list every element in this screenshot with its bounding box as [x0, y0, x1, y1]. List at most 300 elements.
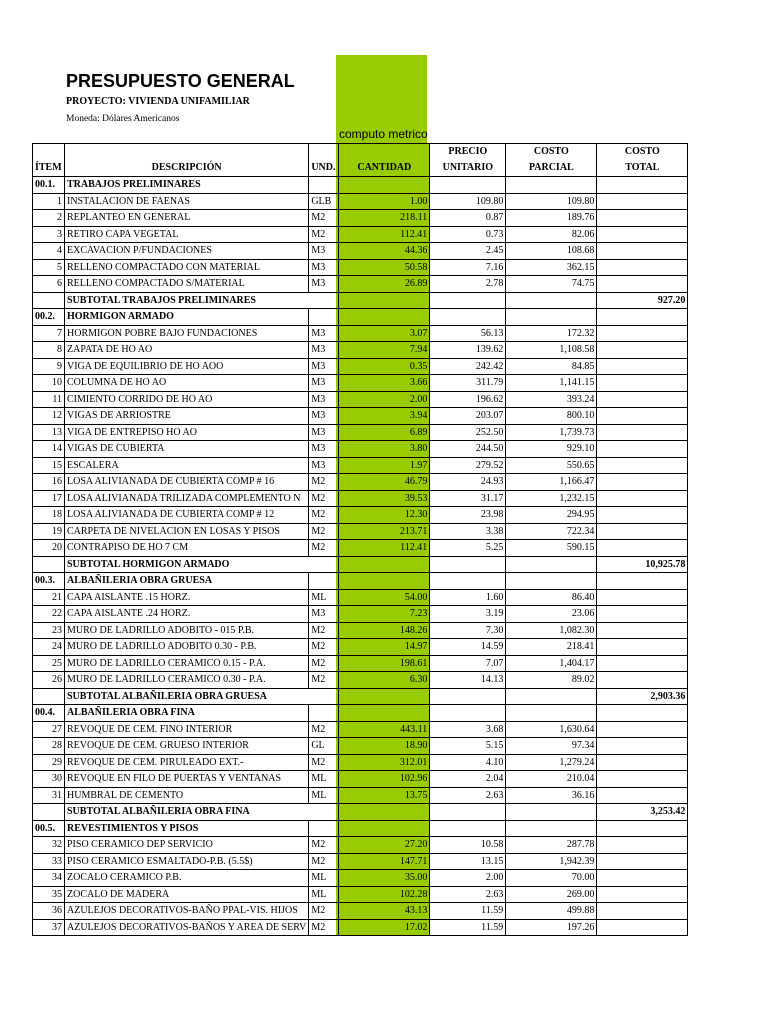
item-quantity: 102.28: [339, 886, 430, 903]
item-unit: ML: [309, 589, 339, 606]
quantity-cell: [339, 573, 430, 590]
item-description: AZULEJOS DECORATIVOS-BAÑO PPAL-VIS. HIJOS: [65, 903, 309, 920]
document-title: PRESUPUESTO GENERAL: [66, 71, 295, 91]
item-unit-price: 3.38: [430, 523, 506, 540]
table-row: [33, 870, 688, 887]
item-number: [33, 688, 65, 705]
item-unit: GLB: [309, 193, 339, 210]
item-unit-price: 311.79: [430, 375, 506, 392]
item-unit-price: 2.63: [430, 787, 506, 804]
item-unit: ML: [309, 870, 339, 887]
item-partial-cost: 189.76: [506, 210, 597, 227]
item-partial-cost: 1,739.73: [506, 424, 597, 441]
total-cost-cell: [597, 919, 688, 936]
item-partial-cost: 1,108.58: [506, 342, 597, 359]
table-row: [33, 754, 688, 771]
item-number: 14: [33, 441, 65, 458]
item-number: 1: [33, 193, 65, 210]
item-partial-cost: 218.41: [506, 639, 597, 656]
table-row: [33, 589, 688, 606]
item-unit: M2: [309, 540, 339, 557]
item-unit: M3: [309, 375, 339, 392]
item-unit-price: 2.63: [430, 886, 506, 903]
item-unit: M2: [309, 754, 339, 771]
item-description: REVOQUE EN FILO DE PUERTAS Y VENTANAS: [65, 771, 309, 788]
item-number: 34: [33, 870, 65, 887]
item-number: 2: [33, 210, 65, 227]
item-partial-cost: 84.85: [506, 358, 597, 375]
item-unit: M3: [309, 358, 339, 375]
item-partial-cost: 74.75: [506, 276, 597, 293]
item-unit: M2: [309, 655, 339, 672]
item-number: 21: [33, 589, 65, 606]
table-row: [33, 721, 688, 738]
table-row: [33, 672, 688, 689]
item-partial-cost: 1,404.17: [506, 655, 597, 672]
item-quantity: 14.97: [339, 639, 430, 656]
total-cost-cell: [597, 771, 688, 788]
item-number: 28: [33, 738, 65, 755]
partial-cost-cell: [506, 573, 597, 590]
item-number: 8: [33, 342, 65, 359]
item-unit-price: 24.93: [430, 474, 506, 491]
header-quantity: CANTIDAD: [339, 160, 430, 177]
item-unit-price: 3.68: [430, 721, 506, 738]
partial-cost-cell: [506, 177, 597, 194]
total-cost-cell: [597, 325, 688, 342]
item-quantity: 12.30: [339, 507, 430, 524]
item-unit-price: 5.15: [430, 738, 506, 755]
item-quantity: 35.00: [339, 870, 430, 887]
item-number: 24: [33, 639, 65, 656]
item-partial-cost: 800.10: [506, 408, 597, 425]
header-description: DESCRIPCIÓN: [65, 160, 309, 177]
unit-price-cell: [430, 309, 506, 326]
item-unit-price: 196.62: [430, 391, 506, 408]
subtotal-amount: 927.20: [597, 292, 688, 309]
quantity-cell: [339, 309, 430, 326]
item-number: 37: [33, 919, 65, 936]
item-unit: M2: [309, 919, 339, 936]
item-unit: M2: [309, 490, 339, 507]
subtotal-amount: 3,253.42: [597, 804, 688, 821]
item-partial-cost: 269.00: [506, 886, 597, 903]
item-unit: M3: [309, 391, 339, 408]
header-description-top: [65, 144, 309, 161]
table-row: [33, 391, 688, 408]
item-partial-cost: 1,232.15: [506, 490, 597, 507]
item-unit: M3: [309, 243, 339, 260]
table-row: [33, 771, 688, 788]
total-cost-cell: [597, 490, 688, 507]
total-cost-cell: [597, 754, 688, 771]
item-quantity: 213.71: [339, 523, 430, 540]
item-unit-price: 1.60: [430, 589, 506, 606]
item-description: CAPA AISLANTE .15 HORZ.: [65, 589, 309, 606]
item-number: 16: [33, 474, 65, 491]
item-unit-price: 0.87: [430, 210, 506, 227]
table-row: [33, 408, 688, 425]
section-header-row: [33, 309, 688, 326]
table-row: [33, 606, 688, 623]
total-cost-cell: [597, 639, 688, 656]
item-description: COLUMNA DE HO AO: [65, 375, 309, 392]
partial-cost-cell: [506, 292, 597, 309]
table-row: [33, 540, 688, 557]
total-cost-cell: [597, 738, 688, 755]
item-description: LOSA ALIVIANADA DE CUBIERTA COMP # 12: [65, 507, 309, 524]
item-number: 3: [33, 226, 65, 243]
table-row: [33, 375, 688, 392]
item-description: VIGA DE EQUILIBRIO DE HO AOO: [65, 358, 309, 375]
total-cost-cell: [597, 655, 688, 672]
table-row: [33, 490, 688, 507]
budget-table: [32, 143, 688, 936]
total-cost-cell: [597, 375, 688, 392]
item-number: 35: [33, 886, 65, 903]
item-description: RETIRO CAPA VEGETAL: [65, 226, 309, 243]
item-description: REVOQUE DE CEM. PIRULEADO EXT.-: [65, 754, 309, 771]
item-partial-cost: 70.00: [506, 870, 597, 887]
header-unit: UND.: [309, 160, 339, 177]
item-unit: M3: [309, 342, 339, 359]
table-row: [33, 457, 688, 474]
item-partial-cost: 1,942.39: [506, 853, 597, 870]
item-quantity: 198.61: [339, 655, 430, 672]
item-unit: M2: [309, 622, 339, 639]
item-unit-price: 10.58: [430, 837, 506, 854]
item-description: CONTRAPISO DE HO 7 CM: [65, 540, 309, 557]
table-row: [33, 853, 688, 870]
quantity-cell: [339, 820, 430, 837]
table-row: [33, 210, 688, 227]
item-quantity: 2.00: [339, 391, 430, 408]
item-number: 15: [33, 457, 65, 474]
item-number: 27: [33, 721, 65, 738]
table-row: [33, 507, 688, 524]
unit-price-cell: [430, 177, 506, 194]
item-description: REVOQUE DE CEM. GRUESO INTERIOR: [65, 738, 309, 755]
total-cost-cell: [597, 259, 688, 276]
total-cost-cell: [597, 589, 688, 606]
item-quantity: 443.11: [339, 721, 430, 738]
item-number: 31: [33, 787, 65, 804]
item-quantity: 13.75: [339, 787, 430, 804]
unit-cell: [309, 820, 339, 837]
table-row: [33, 259, 688, 276]
item-description: CAPA AISLANTE .24 HORZ.: [65, 606, 309, 623]
item-quantity: 50.58: [339, 259, 430, 276]
item-unit-price: 0.73: [430, 226, 506, 243]
item-unit-price: 2.00: [430, 870, 506, 887]
item-unit-price: 109.80: [430, 193, 506, 210]
total-cost-cell: [597, 903, 688, 920]
item-unit-price: 5.25: [430, 540, 506, 557]
total-cost-cell: [597, 474, 688, 491]
item-partial-cost: 23.06: [506, 606, 597, 623]
item-quantity: 54.00: [339, 589, 430, 606]
table-row: [33, 903, 688, 920]
item-quantity: 7.23: [339, 606, 430, 623]
item-number: 26: [33, 672, 65, 689]
item-quantity: 3.94: [339, 408, 430, 425]
total-cost-cell: [597, 243, 688, 260]
item-unit-price: 7.07: [430, 655, 506, 672]
item-description: ZOCALO CERAMICO P.B.: [65, 870, 309, 887]
item-unit-price: 14.59: [430, 639, 506, 656]
item-partial-cost: 109.80: [506, 193, 597, 210]
subtotal-label: SUBTOTAL ALBAÑILERIA OBRA FINA: [65, 804, 339, 821]
item-description: MURO DE LADRILLO ADOBITO 0.30 - P.B.: [65, 639, 309, 656]
table-row: [33, 474, 688, 491]
table-row: [33, 622, 688, 639]
section-header-row: [33, 573, 688, 590]
unit-price-cell: [430, 820, 506, 837]
unit-price-cell: [430, 292, 506, 309]
item-description: LOSA ALIVIANADA TRILIZADA COMPLEMENTO N: [65, 490, 309, 507]
budget-table-body: [33, 177, 688, 936]
subtotal-row: [33, 804, 688, 821]
header-unit-price-top: PRECIO: [430, 144, 506, 161]
item-number: 17: [33, 490, 65, 507]
item-number: 36: [33, 903, 65, 920]
item-partial-cost: 97.34: [506, 738, 597, 755]
total-cost-cell: [597, 193, 688, 210]
item-partial-cost: 550.65: [506, 457, 597, 474]
total-cost-cell: [597, 441, 688, 458]
item-unit: M2: [309, 523, 339, 540]
item-number: 20: [33, 540, 65, 557]
subtotal-label: SUBTOTAL ALBAÑILERIA OBRA GRUESA: [65, 688, 339, 705]
total-cost-cell: [597, 408, 688, 425]
partial-cost-cell: [506, 705, 597, 722]
item-number: 9: [33, 358, 65, 375]
section-title: REVESTIMIENTOS Y PISOS: [65, 820, 309, 837]
item-unit: M3: [309, 325, 339, 342]
unit-cell: [309, 573, 339, 590]
item-partial-cost: 210.04: [506, 771, 597, 788]
item-description: CIMIENTO CORRIDO DE HO AO: [65, 391, 309, 408]
item-unit-price: 7.30: [430, 622, 506, 639]
table-row: [33, 886, 688, 903]
item-description: MURO DE LADRILLO CERAMICO 0.15 - P.A.: [65, 655, 309, 672]
total-cost-cell: [597, 523, 688, 540]
item-quantity: 3.80: [339, 441, 430, 458]
item-description: AZULEJOS DECORATIVOS-BAÑOS Y AREA DE SERV: [65, 919, 309, 936]
item-description: EXCAVACION P/FUNDACIONES: [65, 243, 309, 260]
item-partial-cost: 1,166.47: [506, 474, 597, 491]
item-partial-cost: 1,141.15: [506, 375, 597, 392]
item-description: CARPETA DE NIVELACION EN LOSAS Y PISOS: [65, 523, 309, 540]
item-number: 30: [33, 771, 65, 788]
item-partial-cost: 172.32: [506, 325, 597, 342]
total-cost-cell: [597, 540, 688, 557]
subtotal-label: SUBTOTAL HORMIGON ARMADO: [65, 556, 339, 573]
item-unit-price: 2.04: [430, 771, 506, 788]
item-unit-price: 13.15: [430, 853, 506, 870]
total-cost-cell: [597, 507, 688, 524]
partial-cost-cell: [506, 688, 597, 705]
header-partial-cost: PARCIAL: [506, 160, 597, 177]
item-description: VIGA DE ENTREPISO HO AO: [65, 424, 309, 441]
total-cost-cell: [597, 837, 688, 854]
table-row: [33, 424, 688, 441]
item-partial-cost: 1,630.64: [506, 721, 597, 738]
table-row: [33, 787, 688, 804]
item-partial-cost: 294.95: [506, 507, 597, 524]
header-quantity-top: [339, 144, 430, 161]
item-number: 23: [33, 622, 65, 639]
item-description: PISO CERAMICO DEP SERVICIO: [65, 837, 309, 854]
unit-cell: [309, 705, 339, 722]
table-row: [33, 243, 688, 260]
subtotal-amount: 10,925.78: [597, 556, 688, 573]
item-unit: ML: [309, 886, 339, 903]
item-unit-price: 14.13: [430, 672, 506, 689]
item-number: 6: [33, 276, 65, 293]
total-cost-cell: [597, 721, 688, 738]
item-quantity: 3.66: [339, 375, 430, 392]
item-unit-price: 56.13: [430, 325, 506, 342]
table-row: [33, 193, 688, 210]
header-item-top: [33, 144, 65, 161]
table-row: [33, 655, 688, 672]
item-quantity: 39.53: [339, 490, 430, 507]
item-unit-price: 11.59: [430, 903, 506, 920]
total-cost-cell: [597, 870, 688, 887]
item-description: HORMIGON POBRE BAJO FUNDACIONES: [65, 325, 309, 342]
item-unit-price: 31.17: [430, 490, 506, 507]
item-quantity: 7.94: [339, 342, 430, 359]
total-cost-cell: [597, 573, 688, 590]
item-quantity: 46.79: [339, 474, 430, 491]
item-description: ZOCALO DE MADERA: [65, 886, 309, 903]
item-number: 5: [33, 259, 65, 276]
item-number: [33, 556, 65, 573]
item-unit-price: 3.19: [430, 606, 506, 623]
item-unit: M3: [309, 408, 339, 425]
total-cost-cell: [597, 606, 688, 623]
section-header-row: [33, 820, 688, 837]
item-unit: M2: [309, 903, 339, 920]
item-unit: M2: [309, 210, 339, 227]
subtotal-label: SUBTOTAL TRABAJOS PRELIMINARES: [65, 292, 339, 309]
unit-price-cell: [430, 804, 506, 821]
header-unit-price: UNITARIO: [430, 160, 506, 177]
total-cost-cell: [597, 226, 688, 243]
item-description: ZAPATA DE HO AO: [65, 342, 309, 359]
currency-note: Moneda: Dólares Americanos: [66, 114, 180, 124]
total-cost-cell: [597, 705, 688, 722]
total-cost-cell: [597, 787, 688, 804]
section-title: HORMIGON ARMADO: [65, 309, 309, 326]
item-quantity: 18.90: [339, 738, 430, 755]
item-partial-cost: 362.15: [506, 259, 597, 276]
header-row-top: [33, 144, 688, 161]
item-description: VIGAS DE CUBIERTA: [65, 441, 309, 458]
item-number: 18: [33, 507, 65, 524]
item-description: LOSA ALIVIANADA DE CUBIERTA COMP # 16: [65, 474, 309, 491]
unit-price-cell: [430, 688, 506, 705]
item-quantity: 43.13: [339, 903, 430, 920]
item-quantity: 3.07: [339, 325, 430, 342]
item-number: 29: [33, 754, 65, 771]
unit-cell: [309, 177, 339, 194]
table-row: [33, 276, 688, 293]
item-quantity: 6.89: [339, 424, 430, 441]
item-description: PISO CERAMICO ESMALTADO-P.B. (5.5$): [65, 853, 309, 870]
header-item: ÍTEM: [33, 160, 65, 177]
subtotal-amount: 2,903.36: [597, 688, 688, 705]
item-description: RELLENO COMPACTADO CON MATERIAL: [65, 259, 309, 276]
quantity-cell: [339, 556, 430, 573]
quantity-cell: [339, 292, 430, 309]
item-unit: M2: [309, 721, 339, 738]
item-unit-price: 244.50: [430, 441, 506, 458]
item-unit-price: 11.59: [430, 919, 506, 936]
item-unit-price: 2.45: [430, 243, 506, 260]
item-unit-price: 4.10: [430, 754, 506, 771]
subtotal-row: [33, 688, 688, 705]
total-cost-cell: [597, 424, 688, 441]
item-number: 4: [33, 243, 65, 260]
item-partial-cost: 82.06: [506, 226, 597, 243]
item-unit: M2: [309, 853, 339, 870]
table-row: [33, 342, 688, 359]
item-unit: M2: [309, 672, 339, 689]
header-unit-top: [309, 144, 339, 161]
table-row: [33, 837, 688, 854]
section-code: 00.1.: [33, 177, 65, 194]
section-code: 00.4.: [33, 705, 65, 722]
item-partial-cost: 36.16: [506, 787, 597, 804]
partial-cost-cell: [506, 804, 597, 821]
item-description: MURO DE LADRILLO ADOBITO - 015 P.B.: [65, 622, 309, 639]
item-quantity: 44.36: [339, 243, 430, 260]
item-partial-cost: 1,082.30: [506, 622, 597, 639]
computo-metrico-label: computo metrico: [339, 127, 428, 141]
item-description: INSTALACION DE FAENAS: [65, 193, 309, 210]
item-unit-price: 203.07: [430, 408, 506, 425]
item-number: 19: [33, 523, 65, 540]
item-unit: GL: [309, 738, 339, 755]
item-partial-cost: 393.24: [506, 391, 597, 408]
item-quantity: 312.01: [339, 754, 430, 771]
partial-cost-cell: [506, 556, 597, 573]
item-partial-cost: 929.10: [506, 441, 597, 458]
item-unit: M3: [309, 441, 339, 458]
item-number: 12: [33, 408, 65, 425]
total-cost-cell: [597, 358, 688, 375]
unit-price-cell: [430, 705, 506, 722]
item-quantity: 1.00: [339, 193, 430, 210]
section-code: 00.2.: [33, 309, 65, 326]
total-cost-cell: [597, 309, 688, 326]
partial-cost-cell: [506, 309, 597, 326]
quantity-cell: [339, 804, 430, 821]
item-quantity: 147.71: [339, 853, 430, 870]
item-quantity: 148.26: [339, 622, 430, 639]
item-unit-price: 139.62: [430, 342, 506, 359]
section-header-row: [33, 177, 688, 194]
item-description: ESCALERA: [65, 457, 309, 474]
section-title: ALBAÑILERIA OBRA GRUESA: [65, 573, 309, 590]
total-cost-cell: [597, 672, 688, 689]
total-cost-cell: [597, 622, 688, 639]
item-unit: M3: [309, 457, 339, 474]
item-quantity: 112.41: [339, 226, 430, 243]
item-quantity: 17.02: [339, 919, 430, 936]
